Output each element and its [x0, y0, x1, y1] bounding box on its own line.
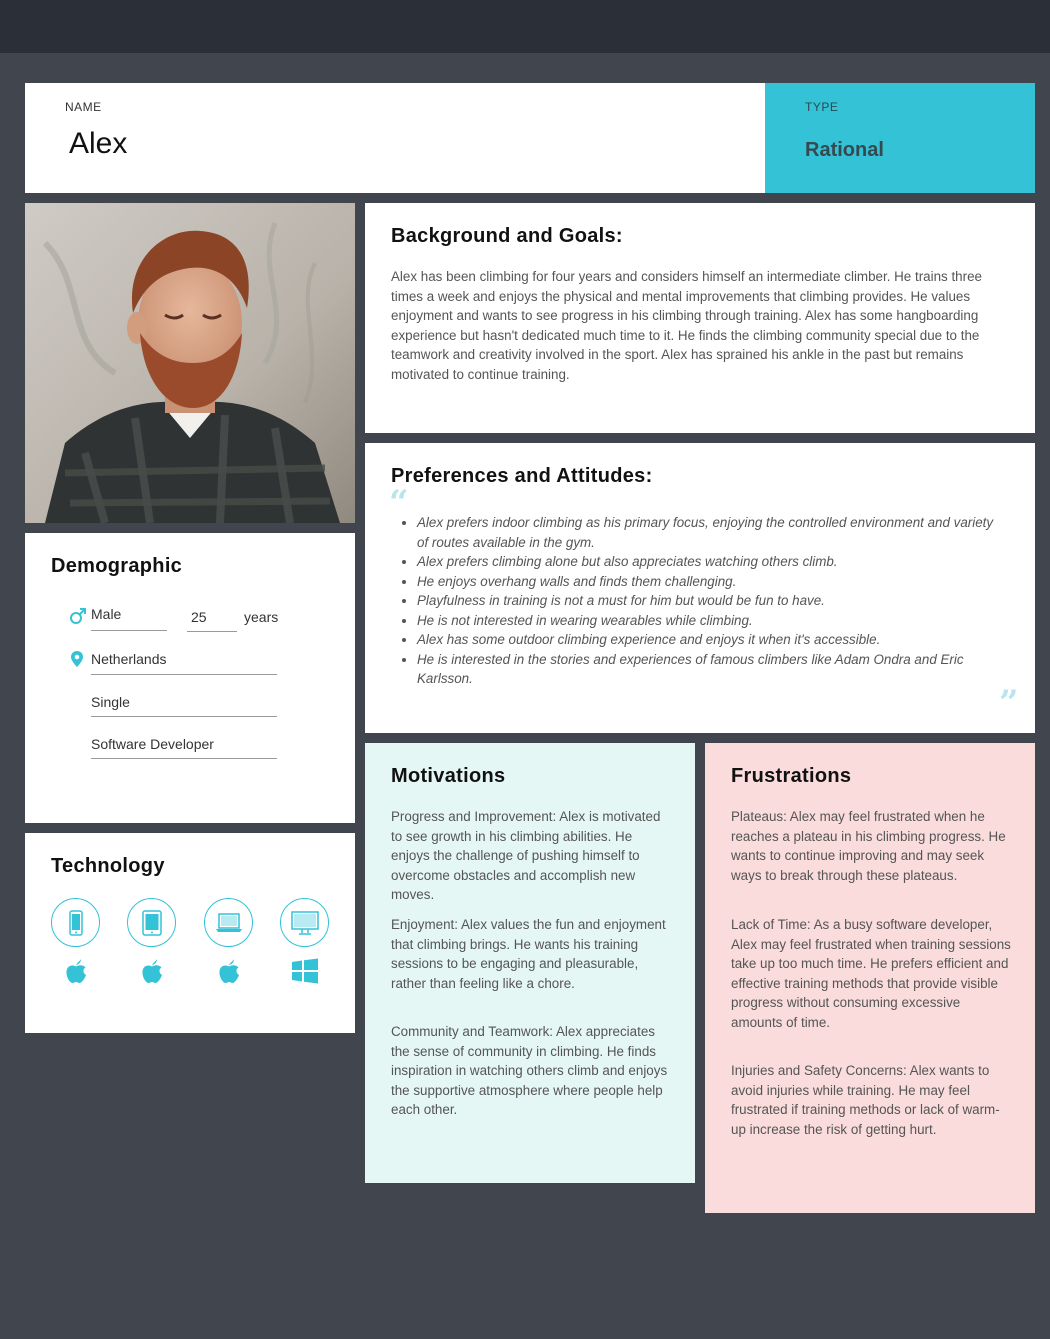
gender-underline — [91, 630, 167, 631]
preferences-title: Preferences and Attitudes: — [391, 465, 653, 487]
apple-icon — [204, 955, 253, 987]
photo-illustration — [25, 203, 355, 523]
location-field[interactable]: Netherlands — [91, 651, 167, 667]
gender-field[interactable]: Male — [91, 606, 122, 622]
occupation-field[interactable]: Software Developer — [91, 736, 214, 752]
age-unit: years — [244, 609, 279, 625]
top-bar — [0, 0, 1050, 53]
desktop-icon — [280, 898, 329, 947]
list-item: • Alex prefers indoor climbing as his primary focus, enjoying the controlled environment and variety of routes available in the gym. — [417, 513, 997, 552]
name-label: NAME — [65, 100, 102, 114]
demographic-title: Demographic — [51, 555, 183, 577]
frustration-paragraph: Lack of Time: As a busy software developer, Alex may feel frustrated when training sessions take up too much time. He prefers efficient and effective training methods that provide visible progress without consuming excessive amounts of time. — [731, 917, 1011, 1030]
male-icon — [69, 607, 87, 625]
tablet-icon — [127, 898, 176, 947]
technology-card — [25, 833, 355, 1033]
list-item: • He enjoys overhang walls and finds them challenging. — [417, 572, 997, 592]
age-field[interactable]: 25 — [191, 609, 207, 625]
list-item: • Alex prefers climbing alone but also appreciates watching others climb. — [417, 552, 997, 572]
frustration-paragraph: Plateaus: Alex may feel frustrated when he reaches a plateau in his climbing progress. He wants to continue improving and may seek ways to break through these plateaus. — [731, 809, 1006, 883]
list-item: • He is interested in the stories and experiences of famous climbers like Adam Ondra and Eric Karlsson. — [417, 650, 997, 689]
persona-name: Alex — [69, 127, 128, 160]
windows-icon — [280, 955, 329, 987]
list-item: • Playfulness in training is not a must for him but would be fun to have. — [417, 591, 997, 611]
background-text: Alex has been climbing for four years and considers himself an intermediate climber. He trains three times a week and enjoys the physical and mental improvements that climbing provides. He values enjoyment and wants to see progress in his climbing through training. Alex has some hangboarding experience but hasn't dedicated much time to it. He finds the climbing community special due to the teamwork and creativity involved in the sport. Alex has sprained his ankle in the past but remains motivated to continue training. — [391, 269, 982, 382]
location-pin-icon — [70, 650, 84, 668]
status-underline — [91, 716, 277, 717]
laptop-icon — [204, 898, 253, 947]
motivation-paragraph: Community and Teamwork: Alex appreciates the sense of community in climbing. He finds inspiration in watching others climb and enjoys the supportive atmosphere where people help each other. — [391, 1024, 668, 1118]
frustrations-title: Frustrations — [731, 765, 852, 787]
persona-photo — [25, 203, 355, 523]
name-card — [25, 83, 765, 193]
type-card — [765, 83, 1035, 193]
open-quote-icon: “ — [389, 483, 409, 523]
frustrations-card — [705, 743, 1035, 1213]
close-quote-icon: ” — [999, 683, 1019, 723]
occupation-underline — [91, 758, 277, 759]
apple-icon — [127, 955, 176, 987]
age-underline — [187, 631, 237, 632]
apple-icon — [51, 955, 100, 987]
motivation-paragraph: Enjoyment: Alex values the fun and enjoyment that climbing brings. He wants his training sessions to be engaging and pleasurable, rather than feeling like a chore. — [391, 917, 666, 991]
motivation-paragraph: Progress and Improvement: Alex is motivated to see growth in his climbing abilities. He enjoys the challenge of pushing himself to overcome obstacles and accomplish new moves. — [391, 809, 661, 903]
phone-icon — [51, 898, 100, 947]
location-underline — [91, 674, 277, 675]
motivations-card — [365, 743, 695, 1183]
motivations-title: Motivations — [391, 765, 506, 787]
frustration-paragraph: Injuries and Safety Concerns: Alex wants to avoid injuries while training. He may feel frustrated if training methods or lack of warm-up increase the risk of getting hurt. — [731, 1063, 1000, 1137]
technology-title: Technology — [51, 855, 165, 877]
background-title: Background and Goals: — [391, 225, 623, 247]
status-field[interactable]: Single — [91, 694, 130, 710]
preferences-card — [365, 443, 1035, 733]
background-card — [365, 203, 1035, 433]
preferences-list — [417, 513, 997, 689]
list-item: • Alex has some outdoor climbing experience and enjoys it when it's accessible. — [417, 630, 997, 650]
list-item: • He is not interested in wearing wearables while climbing. — [417, 611, 997, 631]
type-label: TYPE — [805, 100, 839, 114]
demographic-card — [25, 533, 355, 823]
persona-type: Rational — [805, 139, 884, 161]
